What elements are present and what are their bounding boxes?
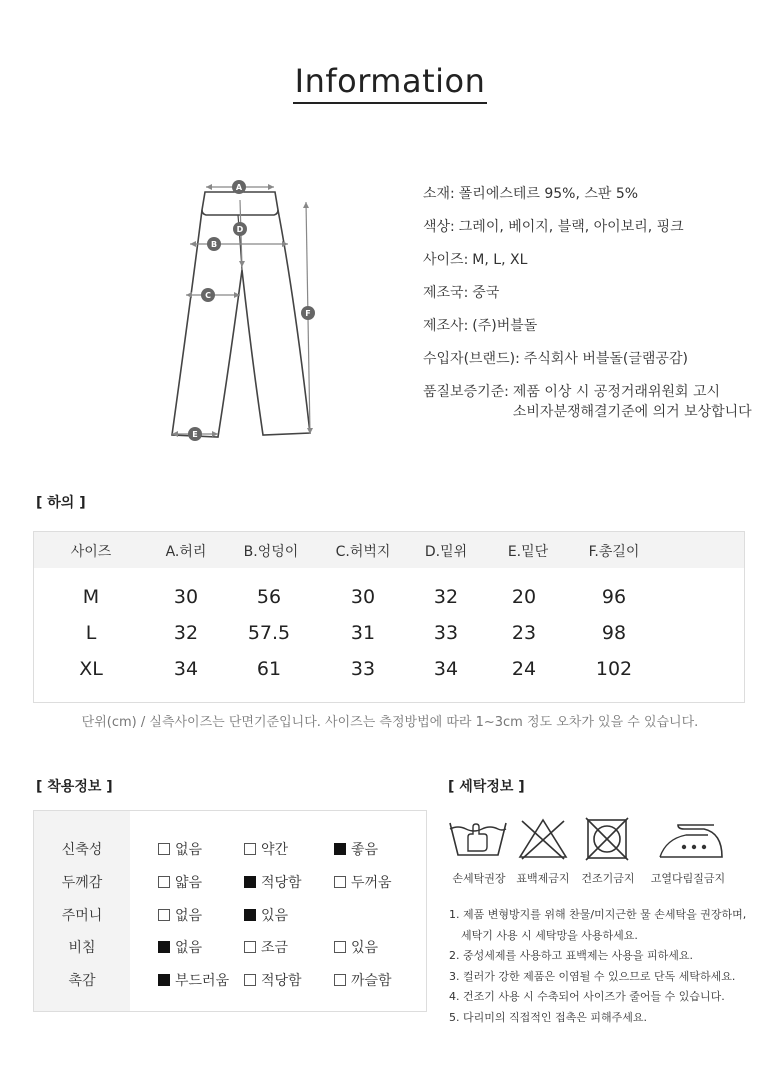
checkbox-empty [244,974,256,986]
header-cell: F.총길이 [588,544,640,560]
fit-option: 조금 [244,937,288,957]
checkbox-empty [244,843,256,855]
fit-option: 있음 [334,937,378,957]
checkbox-filled [244,876,256,888]
hand-wash-icon [450,823,506,855]
wash-notes [449,905,746,1028]
spec-importer: 수입자(브랜드): 주식회사 버블돌(글램공감) [423,351,688,367]
checkbox-empty [334,941,346,953]
checkbox-empty [334,876,346,888]
fit-option: 있음 [244,905,288,925]
fit-option: 없음 [158,937,202,957]
checkbox-empty [334,974,346,986]
marker-c [201,288,215,302]
wash-section-label: [ 세탁정보 ] [448,779,525,795]
fit-option: 얇음 [158,872,202,892]
marker-e [188,427,202,441]
checkbox-empty [158,876,170,888]
header-cell: D.밑위 [424,544,468,560]
fit-option: 좋음 [334,839,378,859]
wash-label: 손세탁권장 [452,872,506,885]
wash-note: 1. 제품 변형방지를 위해 찬물/미지근한 물 손세탁을 권장하며, [449,908,747,921]
checkbox-empty [158,909,170,921]
marker-b [207,237,221,251]
svg-text:B: B [210,240,218,249]
svg-text:D: D [236,225,244,234]
checkbox-empty [158,843,170,855]
fit-row-pocket: 주머니 없음 있음 [34,899,426,931]
spec-material: 소재: 폴리에스테르 95%, 스판 5% [423,186,639,202]
wash-note: 2. 중성세제를 사용하고 표백제는 사용을 피하세요. [449,949,693,962]
spec-quality: 품질보증기준: 제품 이상 시 공정거래위원회 고시 소비자분쟁해결기준에 의거 보상합니다 [423,384,752,420]
spec-size: 사이즈: M, L, XL [423,252,528,268]
wash-note: 5. 다리미의 직접적인 접촉은 피해주세요. [449,1010,647,1024]
fit-option: 두꺼움 [334,872,392,892]
size-note: 단위(cm) / 실측사이즈는 단면기준입니다. 사이즈는 측정방법에 따라 1~3cm 정도 오차가 있을 수 있습니다. [81,715,699,730]
spec-origin: 제조국: 중국 [423,285,500,301]
fit-row-thickness: 두께감 얇음 적당함 두꺼움 [34,866,426,898]
fit-option: 없음 [158,905,202,925]
no-tumble-dry-icon [586,818,628,860]
pants-measurement-diagram [160,170,330,450]
wash-label: 표백제금지 [516,872,570,885]
checkbox-filled [158,941,170,953]
fit-row-texture: 촉감 부드러움 적당함 까슬함 [34,964,426,996]
svg-text:E: E [192,430,198,439]
checkbox-empty [244,941,256,953]
fit-option: 까슬함 [334,970,392,990]
wash-label: 고열다림질금지 [650,872,726,885]
marker-d [233,222,247,236]
svg-text:F: F [305,309,311,318]
header-cell: 사이즈 [70,544,112,560]
fit-table [33,810,427,1012]
header-cell: E.밑단 [507,544,549,560]
header-cell: B.엉덩이 [243,544,299,560]
spec-manufacturer: 제조사: (주)버블돌 [423,318,538,334]
fit-option: 없음 [158,839,202,859]
spec-color: 색상: 그레이, 베이지, 블랙, 아이보리, 핑크 [423,219,684,235]
svg-text:A: A [235,183,243,192]
header-cell: C.허벅지 [335,544,391,560]
fit-option: 적당함 [244,872,302,892]
size-table [33,531,745,703]
product-specs [423,184,752,420]
wash-note: 세탁기 사용 시 세탁망을 사용하세요. [461,928,638,942]
fit-option: 부드러움 [158,970,229,990]
fit-row-stretch: 신축성 없음 약간 좋음 [34,833,426,865]
wash-note: 3. 컬러가 강한 제품은 이염될 수 있으므로 단독 세탁하세요. [449,969,736,983]
fit-option: 적당함 [244,970,302,990]
page-title: Information [0,62,780,100]
checkbox-filled [158,974,170,986]
marker-f [301,306,315,320]
fit-section-label: [ 착용정보 ] [36,779,113,795]
svg-text:C: C [205,291,211,300]
checkbox-filled [334,843,346,855]
bottoms-section-label: [ 하의 ] [36,495,86,511]
fit-option: 약간 [244,839,288,859]
marker-a [232,180,246,194]
fit-row-sheer: 비침 없음 조금 있음 [34,931,426,963]
checkbox-filled [244,909,256,921]
header-cell: A.허리 [165,544,207,560]
size-table-header [34,532,744,568]
table-row: XL 34 61 33 34 24 102 [79,658,633,680]
wash-label: 건조기금지 [581,872,635,885]
no-bleach-icon [520,820,566,859]
table-row: M 30 56 30 32 20 96 [82,586,627,608]
table-row: L 32 57.5 31 33 23 98 [85,622,627,644]
wash-note: 4. 건조기 사용 시 수축되어 사이즈가 줄어들 수 있습니다. [449,990,725,1003]
no-high-iron-icon [660,825,722,857]
